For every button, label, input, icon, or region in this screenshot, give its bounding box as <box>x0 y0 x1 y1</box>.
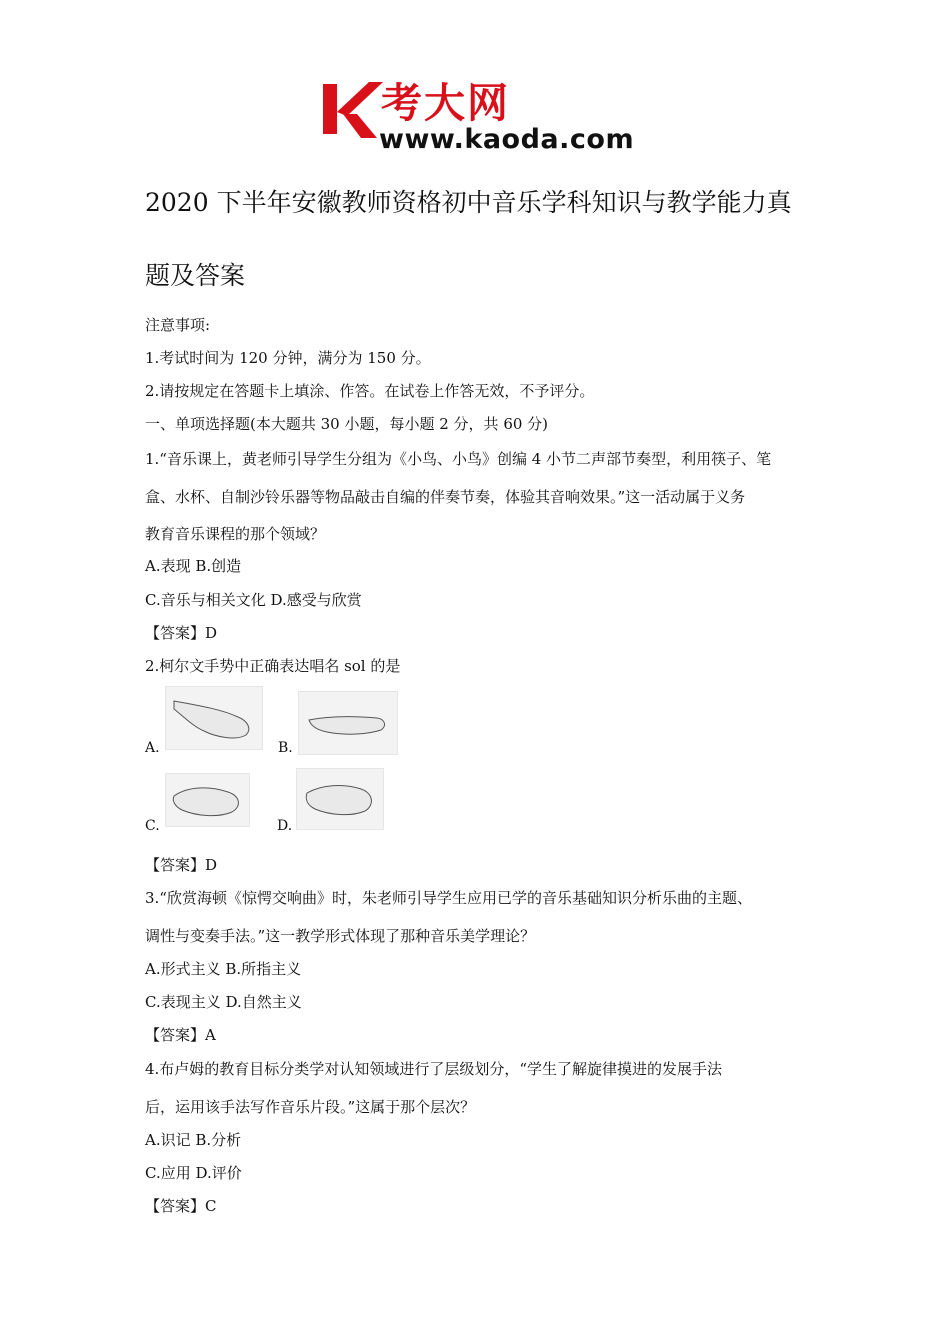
question-3-options-ab: A.形式主义 B.所指主义 <box>145 960 302 978</box>
question-2-answer: 【答案】D <box>145 856 218 874</box>
document-title-line2: 题及答案 <box>145 261 246 290</box>
hand-sign-c-image <box>165 773 250 827</box>
question-1-text: 1.“音乐课上，黄老师引导学生分组为《小鸟、小鸟》创编 4 小节二声部节奏型，利用筷子、笔 <box>145 450 772 468</box>
question-3-text-cont: 调性与变奏手法。”这一教学形式体现了那种音乐美学理论？ <box>145 927 536 945</box>
question-4-options-cd: C.应用 D.评价 <box>145 1164 242 1182</box>
question-4-text-cont: 后，运用该手法写作音乐片段。”这属于那个层次？ <box>145 1098 476 1116</box>
notice-item-2: 2.请按规定在答题卡上填涂、作答。在试卷上作答无效，不予评分。 <box>145 382 595 400</box>
question-2-option-c-label: C. <box>145 818 160 834</box>
document-title-line1: 2020 下半年安徽教师资格初中音乐学科知识与教学能力真 <box>145 188 792 217</box>
hand-sign-a-image <box>165 686 263 750</box>
question-2-option-a-label: A. <box>145 740 160 756</box>
notice-heading: 注意事项: <box>145 316 211 334</box>
question-2-option-d-label: D. <box>277 818 293 834</box>
question-1-options-ab: A.表现 B.创造 <box>145 557 242 575</box>
question-1-answer: 【答案】D <box>145 624 218 642</box>
notice-item-1: 1.考试时间为 120 分钟，满分为 150 分。 <box>145 349 431 367</box>
hand-sign-d-image <box>296 768 384 830</box>
k-logo-icon <box>317 76 387 146</box>
question-3-options-cd: C.表现主义 D.自然主义 <box>145 993 302 1011</box>
question-1-text-cont2: 教育音乐课程的那个领域？ <box>145 525 326 543</box>
question-4-options-ab: A.识记 B.分析 <box>145 1131 242 1149</box>
question-1-options-cd: C.音乐与相关文化 D.感受与欣赏 <box>145 591 362 609</box>
section-heading: 一、单项选择题(本大题共 30 小题，每小题 2 分，共 60 分) <box>145 415 549 433</box>
question-4-answer: 【答案】C <box>145 1197 217 1215</box>
logo-url-text: www.kaoda.com <box>379 124 635 155</box>
question-2-option-b-label: B. <box>278 740 293 756</box>
question-4-text: 4.布卢姆的教育目标分类学对认知领域进行了层级划分，“学生了解旋律摸进的发展手法 <box>145 1060 722 1078</box>
question-1-text-cont: 盒、水杯、自制沙铃乐器等物品敲击自编的伴奏节奏，体验其音响效果。”这一活动属于义务 <box>145 488 746 506</box>
kaoda-logo <box>315 76 645 162</box>
question-2-text: 2.柯尔文手势中正确表达唱名 sol 的是 <box>145 657 401 675</box>
question-3-text: 3.“欣赏海顿《惊愕交响曲》时，朱老师引导学生应用已学的音乐基础知识分析乐曲的主题、 <box>145 889 752 907</box>
hand-sign-b-image <box>298 691 398 755</box>
logo-text-cn: 考大网 <box>381 79 510 127</box>
question-3-answer: 【答案】A <box>145 1026 216 1044</box>
